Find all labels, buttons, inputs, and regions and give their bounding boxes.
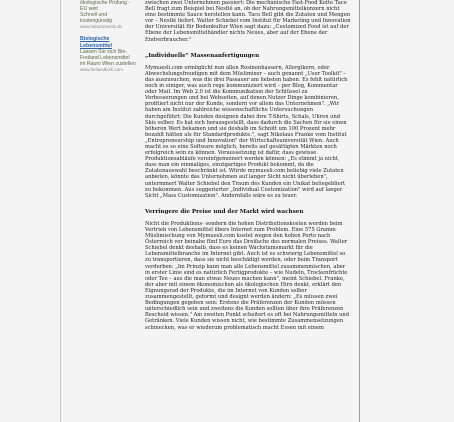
left-column-border <box>60 0 61 422</box>
ad-block-1[interactable] <box>80 0 136 30</box>
ad-title-link[interactable]: Biologische Lebensmittel <box>80 36 112 49</box>
article-paragraph: Nicht die Produktions- sondern die hohen Distributionskosten werden beim Vertrieb von Lebensmittel übers Internet zum Problem. Eine 575 Gramm Müslimischung von Mymuesli.com kostet wegen den hohen Porto nach Österreich vor beinahe fünf Euro das Dreifache des normalen Preises. Walter Schiebel denkt deshalb, dass es keinen Wachstumsmarkt für die Lebensmittelbranche im Internet gibt. Auch ist es schwierig Lebensmittel so zu transportieren, dass sie nicht beschädigt werden, oder beim Transport verderben: „Im Prinzip kann man alle Lebensmittel zusammenmischen, aber in erster Linie sind es natürlich Fertigprodukte – wie Nudeln, Trockenfrüchte oder Tee – aus die man etwas Neues machen kann", meint Schiebel. Franke, der aber mit einem ökonomischen als ökologischen Hirn denkt, erklärt den Eignungsrad der Produkte, die im Internet von Kunden selber zusammengestellt, geformt und designt werden ändern: „Es müssen zwei Bedingungen gegeben sein: Erstens die Präferenzen der Kunden müssen unterschiedlich sein und zweitens die Kunden sollten über ihre Präferenzen Bescheid wissen." Am zweiten Punkt scheitert es oft bei Nahrungsmitteln und Getränken. Viele Kunden wissen nicht, wie bestimmte Zusammensetzungen schmecken, was er wiederum problematisch macht Essen mit einem <box>145 220 350 331</box>
section-heading: Verringere die Preise und der Markt wird wachsen <box>145 208 304 215</box>
ad-text-line: ökologische Prüfung - EU weit <box>80 0 131 13</box>
sidebar-ads <box>80 0 136 79</box>
ad-text-line: Schnell und kostengünstig <box>80 12 113 25</box>
article-paragraph: zwischen zwei Unternehmen passiert: Die mechanische Fast-Food Kette Taco Bell fragt zum Beispiel bei Nestlé an, ob der Nahrungsmittelkonzern nicht eine bestimmte Sauce herstellen kann. Taco Bell gibt die Zutaten und Mengen vor – Nestlé liefert. Walter Schiebel vom Institut für Marketing und Innovation der Universität für Bodenkultur Wien sagt dazu: „Customized Food ist auf der Ebene der Lebensmittelhändler nichts Neues, aber auf der Ebene der Endverbraucher." <box>145 0 351 43</box>
section-heading: „Individuelle" Massenanfertigungen <box>145 52 260 59</box>
ad-text-line: Lassen Sie sich Bio-Freiland Lebensmittel im Raum Wien zustellen <box>80 48 136 67</box>
ad-url[interactable]: www.freilandkorb.com <box>80 66 123 72</box>
right-column-border <box>359 0 360 422</box>
article-paragraph: Mymuesli.com ermöglicht nun allen Rosinenhassern, Allergikern, oder Abwechslungsfreudigen mit dem Müslimixer – auch genannt „User Toolkit" – das auszusuchen, was die drei Passauer am liebsten haben. Es fehlt natürlich noch in einiger, was auch rege kommuniziert wird – per Blog, Kommentar oder Mail. Im Web 2.0 ist die Kommunikation der Schlüssel zu Verbesserungen und bei Webseiten, auf denen Nutzer Dinge kombinieren, profitiert nicht nur der Kunde, sondern vor allem das Unternehmen". „Wir haben am Institut zahlreiche wissenschaftliche Untersuchungen durchgeführt: Die Kunden designen dabei ihre T-Shirts, Schals, Uhren und Skis selber. Es hat sich herausgestellt, dass dadurch die Sachen für sie einen höheren Wert bekamen und sie deshalb im Schnitt um 100 Prozent mehr bezahlt hätten als für Standardprodukte.", sagt Nikolaus Franke vom Institut „Entrepreneurship und Innovation" der Wirtschaftsuniversität Wien. Auch macht es so eine Software möglich, bereits auf gesättigten Märkten noch erfolgreich sein zu können. Voraussetzung ist dafür, dass gewisse Produktionsabläufe vereinfgemeinert werden können: „Es stimmt ja nicht, dass man ein einmaliges, einzigartiges Produkt bekommt, da die Zutatenauswahl beschränkt ist. Würde mymuesli.com beliebig viele Zutaten anbieten, könnte das Unternehmen auf langer Sicht nicht überleben", untermmert Walter Schiebel den Traum des Kunden ein Unikat beliegebliert zu bekommen. Aus suggerierter „Individual Customization" wird auf langer Sicht „Mass Customization". Andernfalls wäre es zu teuer. <box>145 64 348 199</box>
ad-block-2[interactable] <box>80 36 136 73</box>
ad-url[interactable]: www.naturamentis.de <box>80 24 122 30</box>
article-body <box>145 0 351 337</box>
